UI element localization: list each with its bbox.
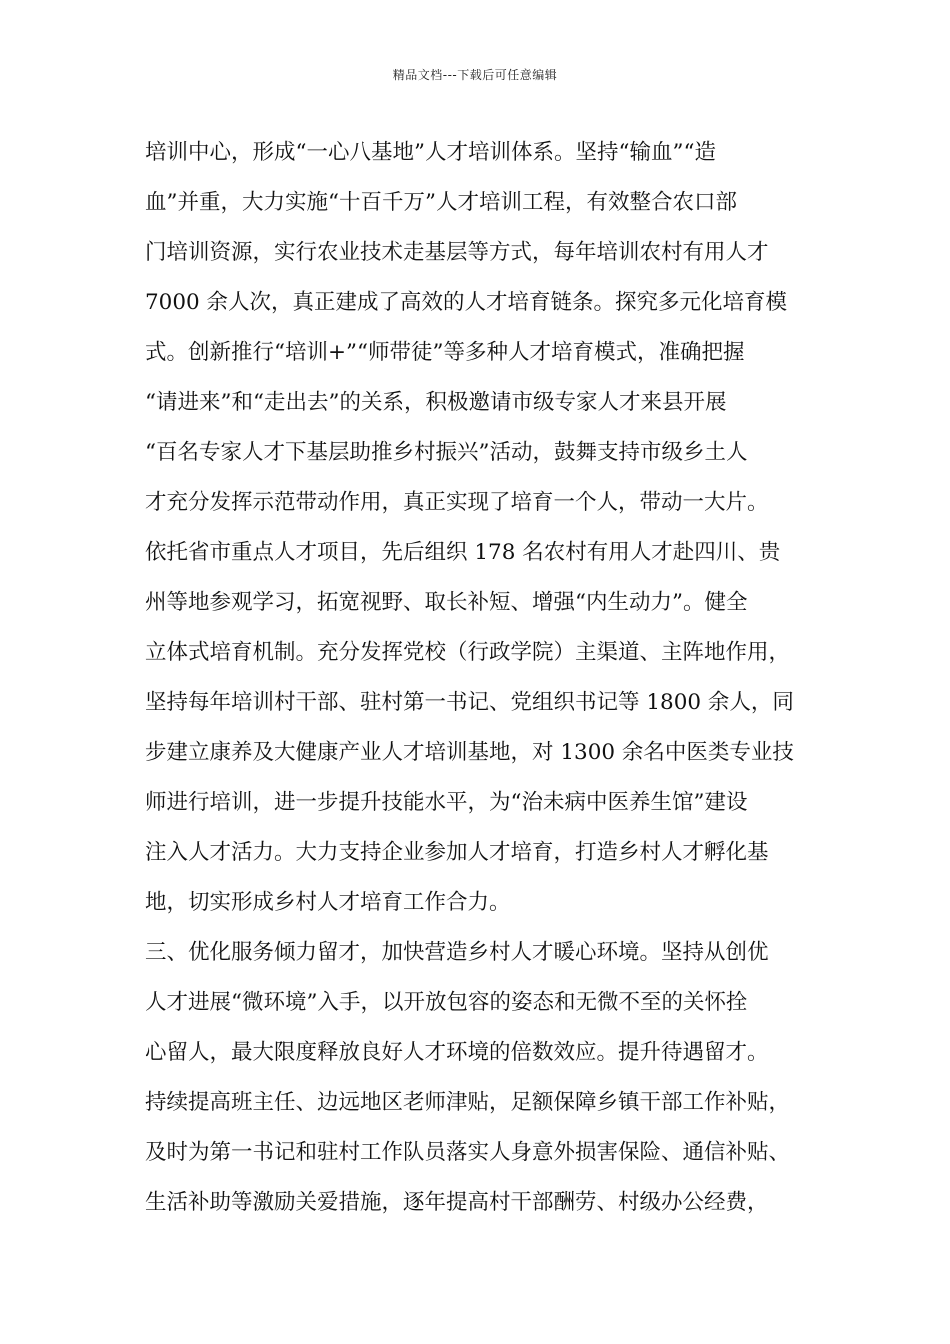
text-line: 师进行培训，进一步提升技能水平，为“治未病中医养生馆”建设: [145, 790, 748, 815]
text-line: 地，切实形成乡村人才培育工作合力。: [145, 890, 511, 915]
text-line: 培训中心，形成“一心八基地”人才培训体系。坚持“输血”“造: [145, 140, 716, 165]
text-line: 持续提高班主任、边远地区老师津贴，足额保障乡镇干部工作补贴，: [145, 1090, 791, 1115]
page-header: 精品文档---下载后可任意编辑: [392, 68, 558, 82]
text-line: 人才进展“微环境”入手，以开放包容的姿态和无微不至的关怀拴: [145, 990, 748, 1015]
text-line: 立体式培育机制。充分发挥党校（行政学院）主渠道、主阵地作用，: [145, 640, 791, 665]
text-line: “百名专家人才下基层助推乡村振兴”活动，鼓舞支持市级乡土人: [145, 440, 748, 465]
text-line: 7000 余人次，真正建成了高效的人才培育链条。探究多元化培育模: [145, 290, 788, 315]
text-line: 坚持每年培训村干部、驻村第一书记、党组织书记等 1800 余人，同: [145, 690, 794, 715]
document-body: [145, 128, 825, 1228]
text-line: 州等地参观学习，拓宽视野、取长补短、增强“内生动力”。健全: [145, 590, 748, 615]
text-line: 心留人，最大限度释放良好人才环境的倍数效应。提升待遇留才。: [145, 1040, 769, 1065]
text-line: 依托省市重点人才项目，先后组织 178 名农村有用人才赴四川、贵: [145, 540, 781, 565]
text-line: 血”并重，大力实施“十百千万”人才培训工程，有效整合农口部: [145, 190, 737, 215]
text-line: 门培训资源，实行农业技术走基层等方式，每年培训农村有用人才: [145, 240, 769, 265]
text-line: 步建立康养及大健康产业人才培训基地，对 1300 余名中医类专业技: [145, 740, 794, 765]
text-line: “请进来”和“走出去”的关系，积极邀请市级专家人才来县开展: [145, 390, 727, 415]
text-line: 才充分发挥示范带动作用，真正实现了培育一个人，带动一大片。: [145, 490, 769, 515]
text-line: 注入人才活力。大力支持企业参加人才培育，打造乡村人才孵化基: [145, 840, 769, 865]
text-line: 三、优化服务倾力留才，加快营造乡村人才暖心环境。坚持从创优: [145, 940, 769, 965]
text-line: 及时为第一书记和驻村工作队员落实人身意外损害保险、通信补贴、: [145, 1140, 791, 1165]
text-line: 式。创新推行“培训+”“师带徒”等多种人才培育模式，准确把握: [145, 340, 745, 365]
text-line: 生活补助等激励关爱措施，逐年提高村干部酬劳、村级办公经费，: [145, 1190, 769, 1215]
